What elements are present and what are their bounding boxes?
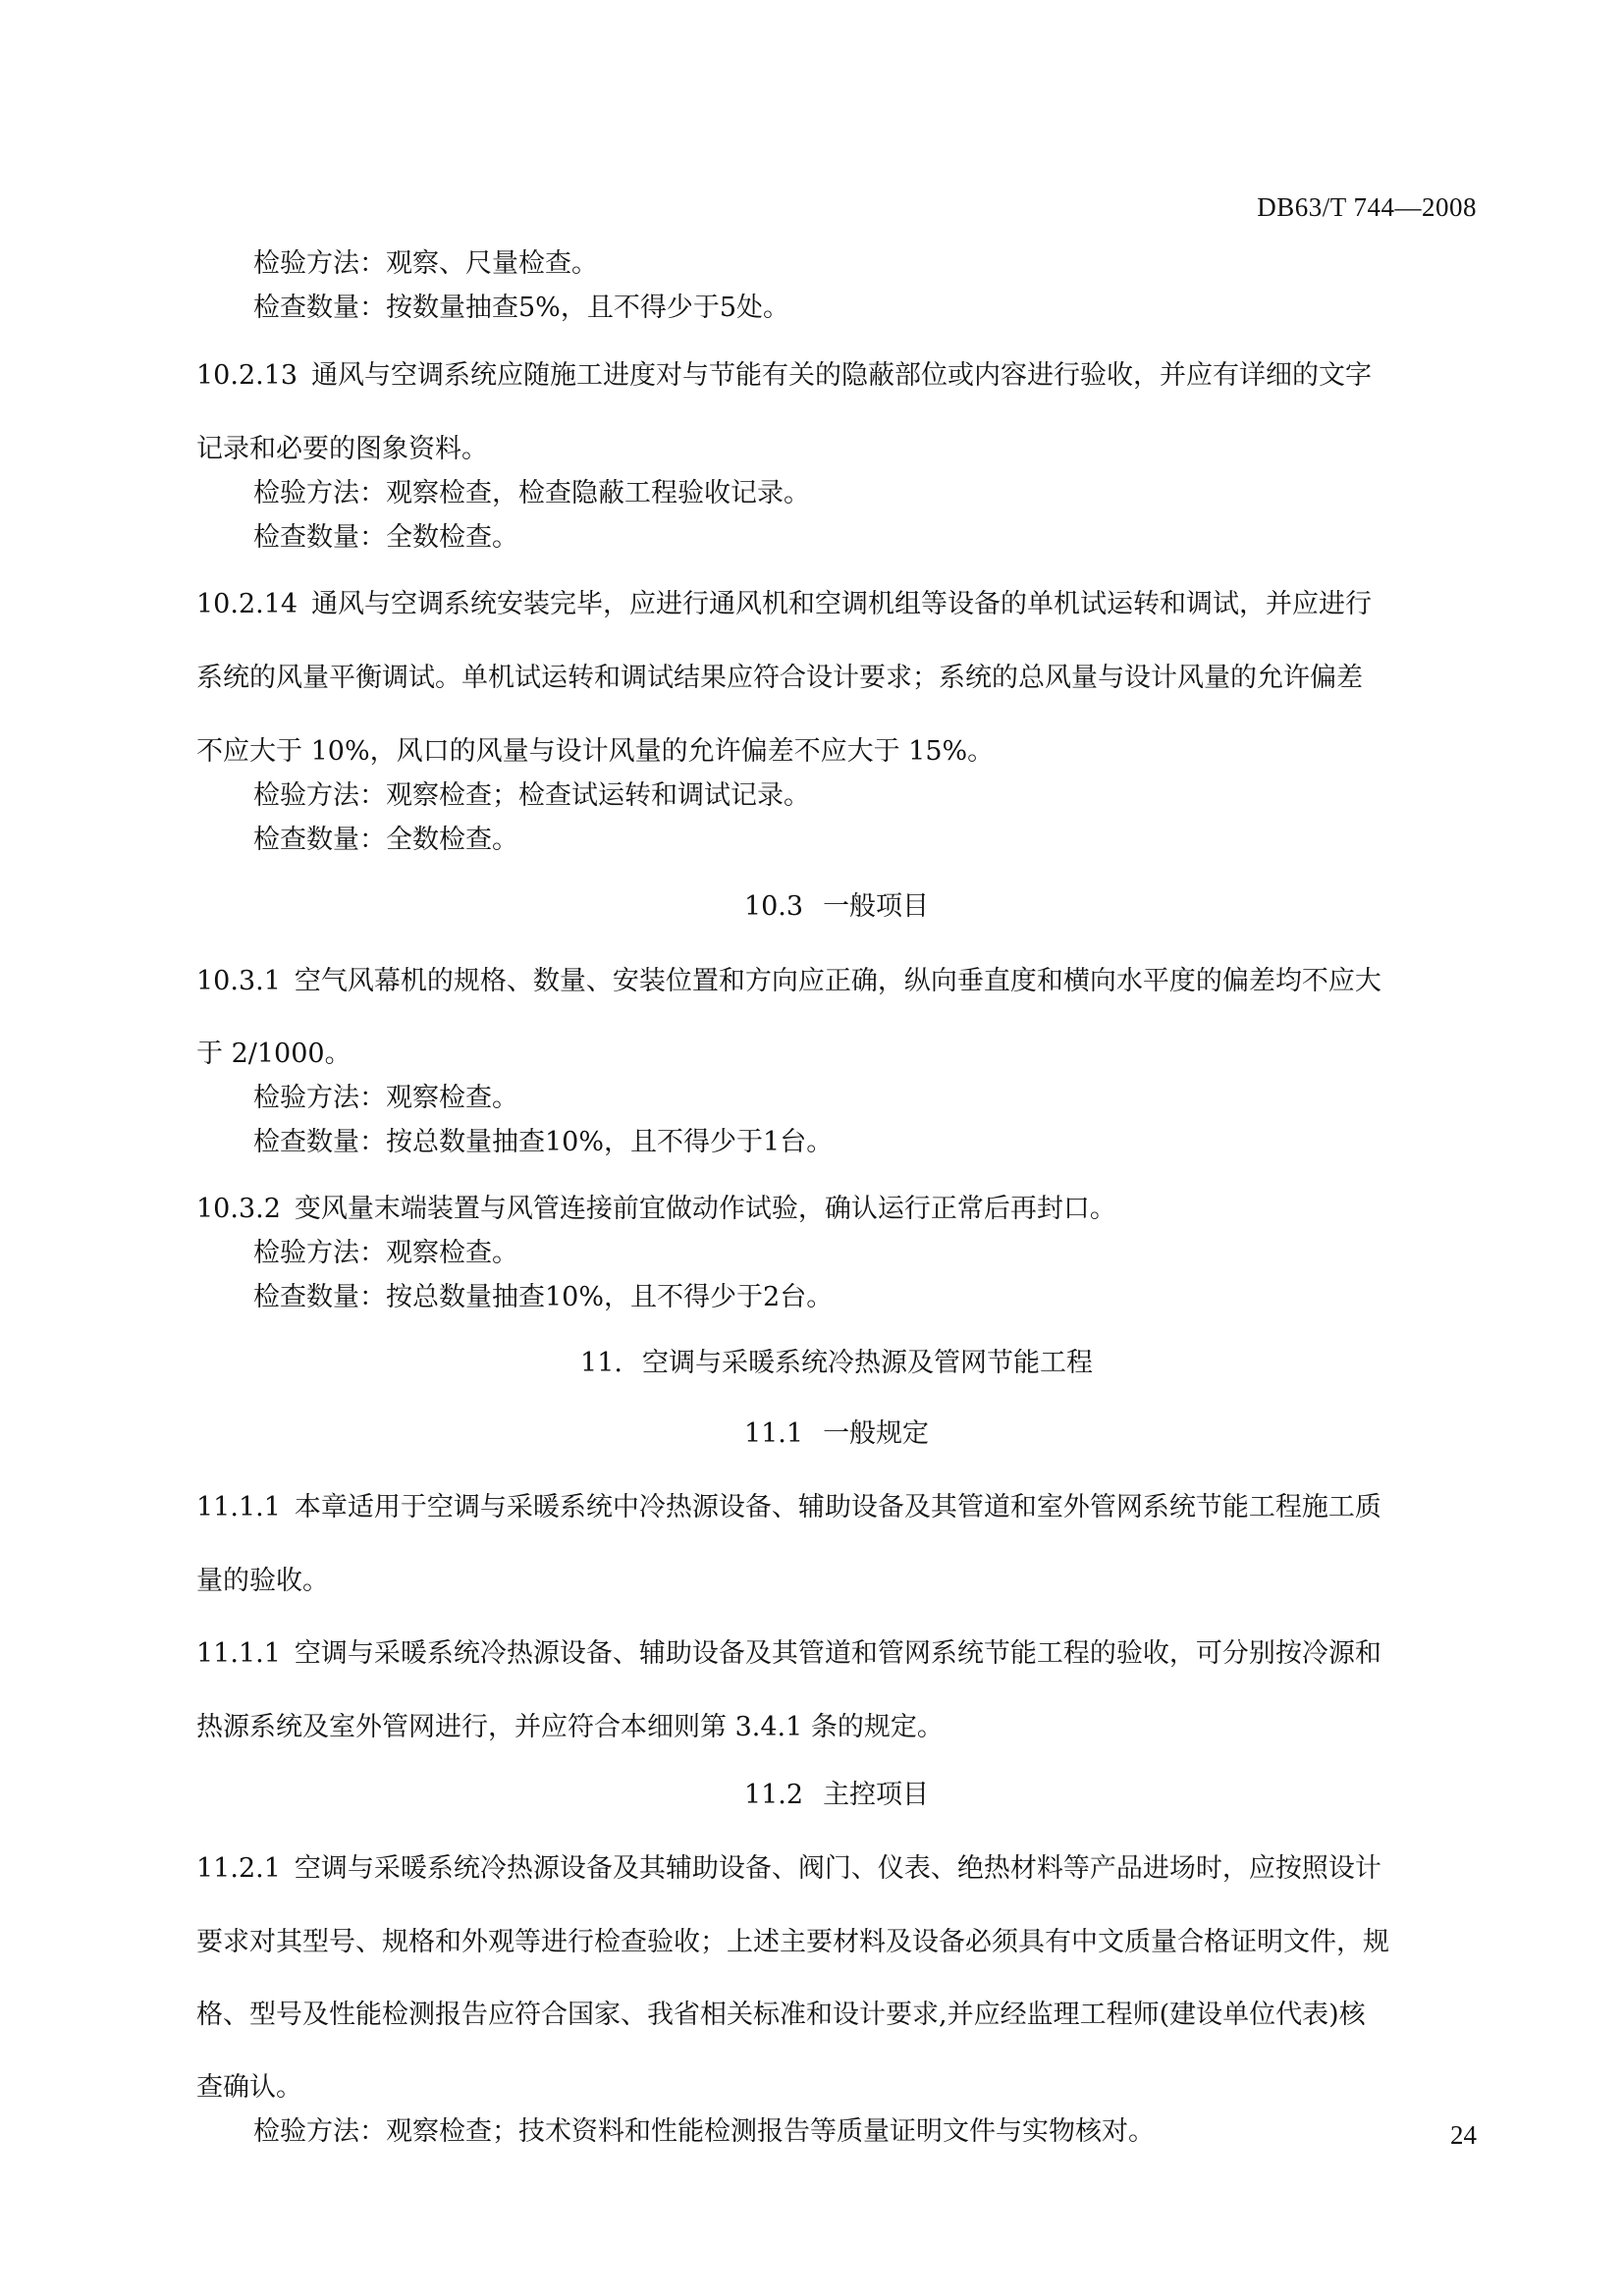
chapter-heading-11 (196, 1345, 1477, 1382)
inspection-method-line (253, 475, 1534, 512)
clause-number: 10.3.2 (196, 1194, 281, 1224)
clause-continuation (196, 431, 1477, 468)
clause-continuation (196, 1924, 1477, 1961)
line-text: 检查数量：全数检查。 (253, 522, 518, 553)
clause-10-2-14 (196, 586, 1477, 623)
section-number: 11.2 (743, 1780, 804, 1810)
line-text: 检查数量：按数量抽查5%，且不得少于5处。 (253, 293, 790, 323)
clause-11-1-1 (196, 1489, 1477, 1526)
chapter-number: 11. (580, 1348, 623, 1378)
inspection-method-line (253, 1080, 1534, 1117)
clause-number: 10.2.14 (196, 589, 298, 619)
section-title: 一般项目 (823, 891, 930, 922)
clause-number: 10.2.13 (196, 360, 298, 391)
clause-continuation (196, 1997, 1477, 2034)
inspection-method-line (253, 777, 1534, 815)
line-text: 通风与空调系统安装完毕，应进行通风机和空调机组等设备的单机试运转和调试，并应进行 (311, 589, 1373, 619)
line-text: 检验方法：观察检查；技术资料和性能检测报告等质量证明文件与实物核对。 (253, 2116, 1155, 2147)
line-text: 检验方法：观察检查。 (253, 1083, 518, 1113)
page-number: 24 (1450, 2120, 1477, 2150)
standard-code: DB63/T 744—2008 (1257, 192, 1477, 222)
line-text: 本章适用于空调与采暖系统中冷热源设备、辅助设备及其管道和室外管网系统节能工程施工质 (294, 1492, 1381, 1522)
line-text: 不应大于 10%，风口的风量与设计风量的允许偏差不应大于 15%。 (196, 736, 995, 767)
clause-continuation (196, 660, 1477, 697)
inspection-method-line (253, 1235, 1534, 1272)
line-text: 查确认。 (196, 2072, 302, 2103)
line-text: 检验方法：观察检查，检查隐蔽工程验收记录。 (253, 478, 810, 508)
line-text: 空气风幕机的规格、数量、安装位置和方向应正确，纵向垂直度和横向水平度的偏差均不应大 (294, 966, 1381, 996)
inspection-method-line (253, 2113, 1534, 2151)
inspection-quantity-line (253, 519, 1534, 557)
clause-11-1-1-second (196, 1635, 1477, 1673)
clause-11-2-1 (196, 1850, 1477, 1888)
clause-number: 10.3.1 (196, 966, 281, 996)
section-heading-10-3 (196, 888, 1477, 926)
line-text: 系统的风量平衡调试。单机试运转和调试结果应符合设计要求；系统的总风量与设计风量的允许偏差 (196, 663, 1363, 693)
line-text: 量的验收。 (196, 1566, 329, 1596)
section-heading-11-2 (196, 1777, 1477, 1814)
line-text: 格、型号及性能检测报告应符合国家、我省相关标准和设计要求,并应经监理工程师(建设单位代表)核 (196, 2000, 1366, 2030)
line-text: 记录和必要的图象资料。 (196, 434, 488, 464)
clause-continuation (196, 1709, 1477, 1746)
line-text: 空调与采暖系统冷热源设备、辅助设备及其管道和管网系统节能工程的验收，可分别按冷源和 (294, 1638, 1381, 1669)
inspection-quantity-line (253, 1279, 1534, 1316)
inspection-quantity-line (253, 290, 1534, 327)
inspection-quantity-line (253, 822, 1534, 859)
line-text: 要求对其型号、规格和外观等进行检查验收；上述主要材料及设备必须具有中文质量合格证明文件，规 (196, 1927, 1389, 1957)
line-text: 检查数量：全数检查。 (253, 825, 518, 855)
line-text: 热源系统及室外管网进行，并应符合本细则第 3.4.1 条的规定。 (196, 1712, 944, 1742)
line-text: 检查数量：按总数量抽查10%，且不得少于1台。 (253, 1127, 834, 1157)
section-title: 一般规定 (823, 1418, 930, 1449)
clause-number: 11.1.1 (196, 1638, 281, 1669)
clause-10-3-1 (196, 963, 1477, 1000)
line-text: 通风与空调系统应随施工进度对与节能有关的隐蔽部位或内容进行验收，并应有详细的文字 (311, 360, 1373, 391)
line-text: 检验方法：观察、尺量检查。 (253, 248, 598, 279)
clause-continuation (196, 1036, 1477, 1073)
section-heading-11-1 (196, 1415, 1477, 1453)
clause-number: 11.2.1 (196, 1853, 281, 1884)
line-text: 检查数量：按总数量抽查10%，且不得少于2台。 (253, 1282, 834, 1312)
line-text: 检验方法：观察检查；检查试运转和调试记录。 (253, 780, 810, 811)
clause-continuation (196, 2069, 1477, 2107)
clause-10-2-13 (196, 357, 1477, 395)
inspection-method-line (253, 245, 1534, 283)
line-text: 变风量末端装置与风管连接前宜做动作试验，确认运行正常后再封口。 (294, 1194, 1116, 1224)
section-title: 主控项目 (823, 1780, 930, 1810)
line-text: 空调与采暖系统冷热源设备及其辅助设备、阀门、仪表、绝热材料等产品进场时，应按照设计 (294, 1853, 1381, 1884)
line-text: 检验方法：观察检查。 (253, 1238, 518, 1268)
line-text: 于 2/1000。 (196, 1039, 352, 1069)
clause-number: 11.1.1 (196, 1492, 281, 1522)
clause-continuation (196, 1563, 1477, 1600)
section-number: 10.3 (743, 891, 804, 922)
inspection-quantity-line (253, 1124, 1534, 1161)
clause-continuation (196, 733, 1477, 771)
clause-10-3-2 (196, 1191, 1477, 1228)
section-number: 11.1 (743, 1418, 804, 1449)
chapter-title: 空调与采暖系统冷热源及管网节能工程 (641, 1348, 1093, 1378)
